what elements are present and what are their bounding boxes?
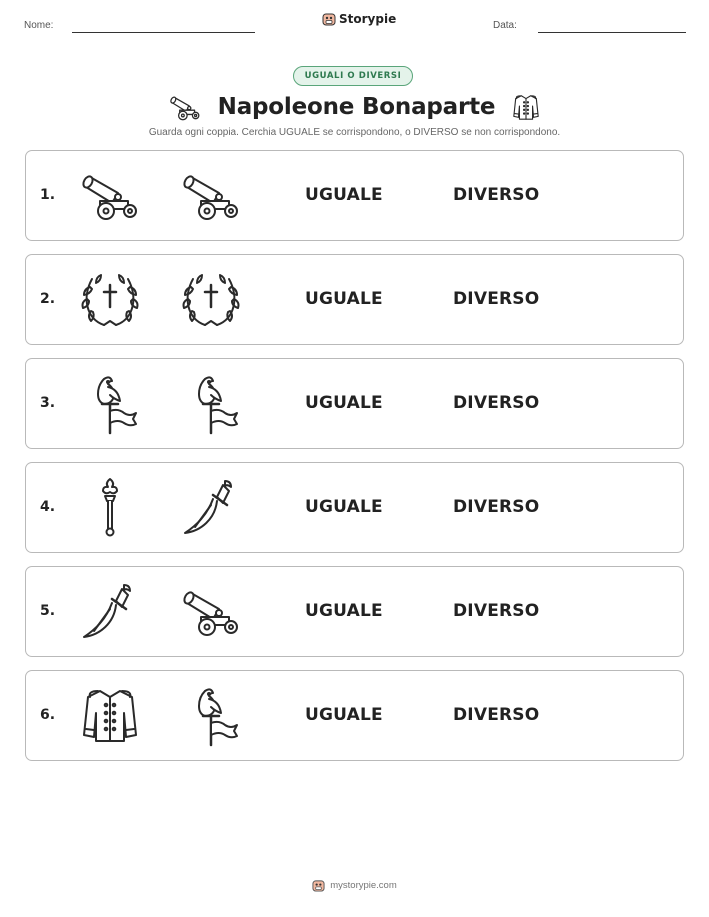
eagle-standard-icon [78, 371, 142, 435]
instructions: Guarda ogni coppia. Cerchia UGUALE se corrispondono, o DIVERSO se non corrispondono. [148, 127, 561, 138]
scepter-icon [78, 475, 142, 539]
different-option[interactable]: DIVERSO [453, 393, 540, 413]
name-line[interactable] [72, 32, 255, 33]
date-label: Data: [493, 20, 517, 31]
page-title: Napoleone Bonaparte [217, 94, 496, 120]
footer [0, 879, 709, 892]
cannon-icon [168, 90, 202, 124]
row-number: 3. [40, 395, 56, 411]
laurel-wreath-cross-icon [179, 267, 243, 331]
sabre-icon [78, 579, 142, 643]
different-option[interactable]: DIVERSO [453, 497, 540, 517]
same-option[interactable]: UGUALE [305, 393, 383, 413]
laurel-wreath-cross-icon [78, 267, 142, 331]
cannon-icon [78, 163, 142, 227]
same-option[interactable]: UGUALE [305, 185, 383, 205]
pair-card-1 [25, 150, 684, 241]
different-option[interactable]: DIVERSO [453, 185, 540, 205]
pair-card-5 [25, 566, 684, 657]
row-number: 2. [40, 291, 56, 307]
pair-card-3 [25, 358, 684, 449]
different-option[interactable]: DIVERSO [453, 705, 540, 725]
date-line[interactable] [538, 32, 686, 33]
storypie-logo [322, 12, 396, 26]
pair-card-6 [25, 670, 684, 761]
worksheet-type-badge: UGUALI O DIVERSI [293, 66, 413, 86]
mascot-icon [322, 12, 336, 26]
row-number: 5. [40, 603, 56, 619]
military-jacket-icon [78, 683, 142, 747]
same-option[interactable]: UGUALE [305, 705, 383, 725]
sabre-icon [179, 475, 243, 539]
military-jacket-icon [511, 92, 541, 122]
row-number: 4. [40, 499, 56, 515]
brand-name: Storypie [339, 12, 397, 26]
pair-card-4 [25, 462, 684, 553]
eagle-standard-icon [179, 683, 243, 747]
title-row [0, 90, 709, 124]
mascot-icon [312, 879, 325, 892]
same-option[interactable]: UGUALE [305, 497, 383, 517]
cannon-icon [179, 163, 243, 227]
row-number: 6. [40, 707, 56, 723]
different-option[interactable]: DIVERSO [453, 601, 540, 621]
same-option[interactable]: UGUALE [305, 601, 383, 621]
eagle-standard-icon [179, 371, 243, 435]
row-number: 1. [40, 187, 56, 203]
same-option[interactable]: UGUALE [305, 289, 383, 309]
different-option[interactable]: DIVERSO [453, 289, 540, 309]
cannon-icon [179, 579, 243, 643]
footer-url[interactable]: mystorypie.com [330, 880, 397, 891]
name-label: Nome: [24, 20, 54, 31]
pair-card-2 [25, 254, 684, 345]
